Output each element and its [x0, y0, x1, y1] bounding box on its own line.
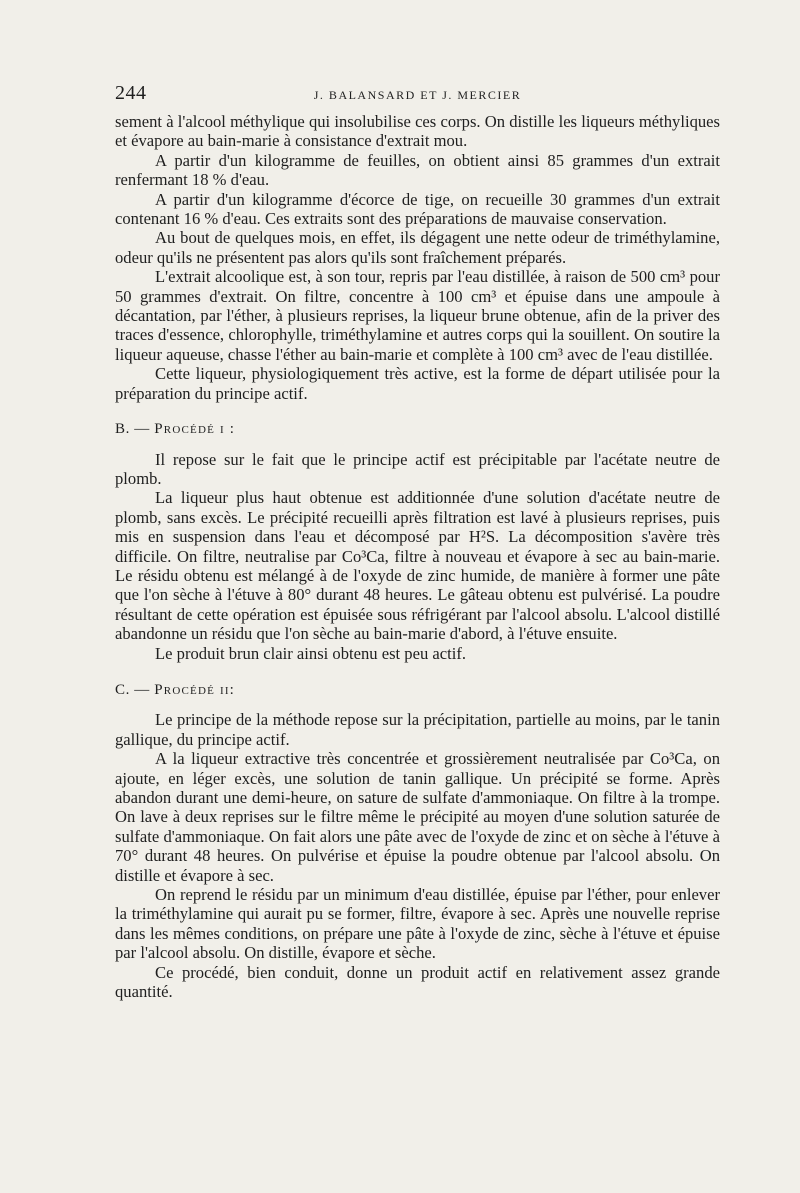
paragraph: Le principe de la méthode repose sur la précipitation, partielle au moins, par le tanin gallique, du principe actif.	[115, 710, 720, 749]
paragraph: On reprend le résidu par un minimum d'eau distillée, épuise par l'éther, pour enlever la triméthylamine qui aurait pu se former, filtre, évapore à sec. Après une nouvelle reprise dans les mêmes conditions, on prépare une pâte à l'oxyde de zinc, sèche à l'étuve et épuise par l'alcool absolu. On distille, évapore et sèche.	[115, 885, 720, 963]
paragraph: A la liqueur extractive très concentrée et grossièrement neutralisée par Co³Ca, on ajoute, en léger excès, une solution de tanin gallique. Un précipité se forme. Après abandon durant une demi-heure, on sature de sulfate d'ammoniaque. On filtre à la trompe. On lave à deux reprises sur le filtre même le précipité au moyen d'une solution saturée de sulfate d'ammoniaque. On fait alors une pâte avec de l'oxyde de zinc et on sèche à l'étuve à 70° durant 48 heures. On pulvérise et épuise la poudre obtenue par l'alcool absolu. On distille et évapore à sec.	[115, 749, 720, 885]
section-title: Procédé i :	[154, 421, 236, 438]
page-header	[115, 82, 720, 112]
paragraph: L'extrait alcoolique est, à son tour, repris par l'eau distillée, à raison de 500 cm³ pour 50 grammes d'extrait. On filtre, concentre à 100 cm³ et épuise dans une ampoule à décantation, par l'éther, à plusieurs reprises, la liqueur brune obtenue, afin de la priver des traces d'essence, chlorophylle, triméthylamine et autres corps qui la souillent. On soutire la liqueur aqueuse, chasse l'éther au bain-marie et complète à 100 cm³ avec de l'eau distillée.	[115, 267, 720, 364]
paragraph: Ce procédé, bien conduit, donne un produit actif en relativement assez grande quantité.	[115, 962, 720, 1002]
paragraph: Cette liqueur, physiologiquement très active, est la forme de départ utilisée pour la préparation du principe actif.	[115, 364, 720, 403]
section-title: Procédé ii:	[154, 681, 236, 698]
paragraph: Le produit brun clair ainsi obtenu est peu actif.	[155, 643, 467, 663]
paragraph: A partir d'un kilogramme d'écorce de tige, on recueille 30 grammes d'un extrait contenant 16 % d'eau. Ces extraits sont des préparations de mauvaise conservation.	[115, 189, 720, 229]
body-text	[115, 112, 720, 1001]
paragraph: sement à l'alcool méthylique qui insolubilise ces corps. On distille les liqueurs méthyliques et évapore au bain-marie à consistance d'extrait mou.	[115, 112, 720, 151]
paragraph: A partir d'un kilogramme de feuilles, on obtient ainsi 85 grammes d'un extrait renfermant 18 % d'eau.	[115, 150, 720, 190]
section-heading-c	[115, 681, 720, 700]
paragraph: Au bout de quelques mois, en effet, ils dégagent une nette odeur de triméthylamine, odeur qu'ils ne présentent pas alors qu'ils sont fraîchement préparés.	[115, 228, 720, 267]
page-number: 244	[115, 82, 147, 104]
section-heading-b	[115, 420, 720, 439]
section-label: B. —	[115, 421, 150, 438]
paragraph: Il repose sur le fait que le principe actif est précipitable par l'acétate neutre de plomb.	[115, 449, 720, 488]
running-head: J. BALANSARD ET J. MERCIER	[313, 88, 522, 102]
paragraph: La liqueur plus haut obtenue est additionnée d'une solution d'acétate neutre de plomb, sans excès. Le précipité recueilli après filtration est lavé à plusieurs reprises, puis mis en suspension dans l'eau et décomposé par H²S. La décomposition s'avère très difficile. On filtre, neutralise par Co³Ca, filtre à nouveau et évapore à sec au bain-marie. Le résidu obtenu est mélangé à de l'oxyde de zinc humide, de manière à former une pâte que l'on sèche à l'étuve à 80° durant 48 heures. Le gâteau obtenu est pulvérisé. La poudre résultant de cette opération est épuisée sous réfrigérant par l'alcool absolu. L'alcool distillé abandonne un résidu que l'on sèche au bain-marie d'abord, à l'étuve ensuite.	[115, 488, 720, 644]
section-label: C. —	[115, 681, 150, 698]
page	[115, 82, 720, 1001]
